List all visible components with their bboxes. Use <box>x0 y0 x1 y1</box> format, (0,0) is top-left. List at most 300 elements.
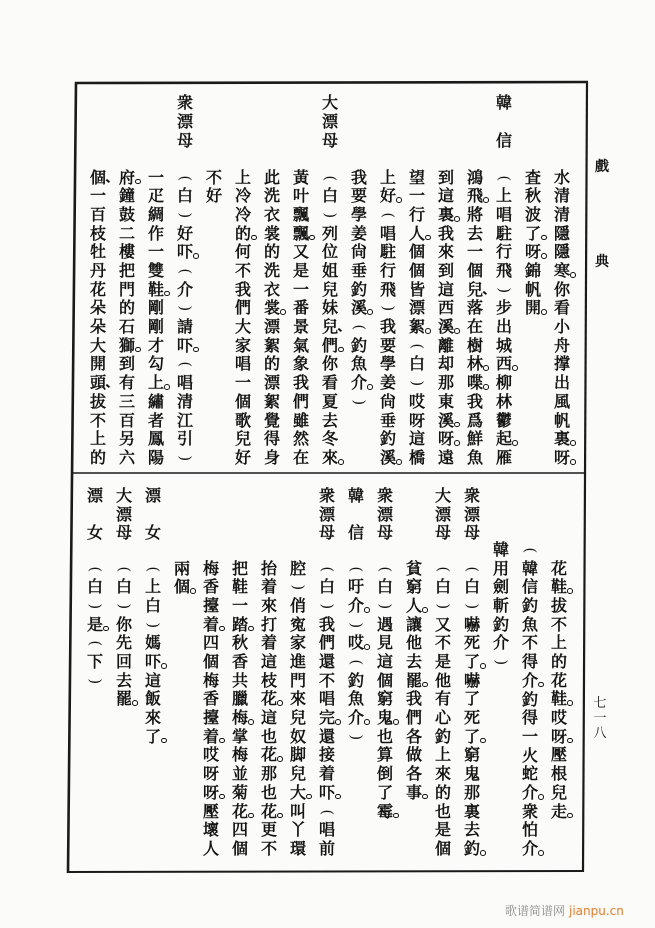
glyph: 介 <box>345 709 367 728</box>
glyph: 韓 <box>495 93 512 112</box>
punctuation-circle-icon <box>567 700 573 706</box>
glyph: 來 <box>437 242 454 262</box>
glyph: 位 <box>321 242 338 262</box>
glyph: 鞋 <box>548 578 570 597</box>
glyph: 釣 <box>461 840 483 859</box>
parenthesis-glyph: ( <box>318 808 337 815</box>
parenthesis-glyph: ( <box>86 566 105 572</box>
glyph: 我 <box>405 689 422 709</box>
punctuation-circle-icon <box>364 607 370 613</box>
glyph: 覺 <box>263 410 280 430</box>
glyph: 得 <box>521 708 538 728</box>
glyph: 兒 <box>319 318 341 337</box>
glyph: 大 <box>321 93 338 112</box>
glyph: 來 <box>289 689 306 709</box>
glyph: 冬 <box>321 429 338 449</box>
glyph: 上 <box>495 186 512 206</box>
glyph: 朵 <box>89 317 106 337</box>
glyph: 鞋 <box>145 281 167 300</box>
punctuation-circle-icon <box>541 253 547 259</box>
glyph: 洗 <box>263 261 280 281</box>
glyph: 這 <box>437 279 454 299</box>
glyph: 兒 <box>550 782 567 802</box>
glyph: 呀 <box>200 784 222 803</box>
parenthesis-glyph: ) <box>86 678 105 684</box>
glyph: 他 <box>434 670 451 690</box>
glyph: 更 <box>260 820 277 840</box>
glyph: 林 <box>495 391 512 411</box>
glyph: 叫 <box>289 801 306 821</box>
parenthesis-glyph: ) <box>379 305 398 312</box>
punctuation-circle-icon <box>280 309 286 315</box>
text-column <box>232 169 254 468</box>
glyph: 家 <box>289 633 306 653</box>
glyph: 府 <box>116 169 138 188</box>
glyph: 罷 <box>113 690 135 709</box>
glyph: 的 <box>89 447 106 467</box>
punctuation-circle-icon <box>309 235 315 241</box>
glyph: 介 <box>519 840 541 859</box>
glyph: 大 <box>89 335 106 355</box>
glyph: 鞋 <box>548 690 570 709</box>
glyph: 魚 <box>466 447 483 467</box>
glyph: 出 <box>553 373 570 393</box>
text-column <box>113 560 135 710</box>
punctuation-circle-icon <box>364 719 370 725</box>
glyph: 了 <box>461 653 483 672</box>
glyph: 獅 <box>116 337 138 356</box>
punctuation-circle-icon <box>135 179 141 185</box>
glyph: 們 <box>405 708 422 728</box>
glyph: 一 <box>89 186 106 206</box>
glyph: 景 <box>292 317 309 337</box>
glyph: 進 <box>289 652 306 672</box>
glyph: 風 <box>553 391 570 411</box>
glyph: 丹 <box>89 261 106 281</box>
glyph: 漂 <box>263 317 280 337</box>
glyph: 家 <box>234 335 251 355</box>
glyph: 朵 <box>89 298 106 318</box>
glyph: 白 <box>376 577 393 597</box>
glyph: 到 <box>437 167 454 187</box>
glyph: 寃 <box>289 614 306 634</box>
punctuation-circle-icon <box>338 459 344 465</box>
glyph: 裳 <box>263 223 280 243</box>
glyph: 裳 <box>261 299 283 318</box>
glyph: 人 <box>406 225 428 244</box>
glyph: 我 <box>292 373 309 393</box>
text-column <box>142 560 164 747</box>
glyph: 唱 <box>318 689 335 709</box>
glyph: 個 <box>231 838 248 858</box>
punctuation-circle-icon <box>483 365 489 371</box>
glyph: 怕 <box>521 820 538 840</box>
parenthesis-glyph: ) <box>176 455 195 462</box>
glyph: 母 <box>434 523 451 542</box>
glyph: 一 <box>408 186 425 206</box>
glyph: 皆 <box>408 279 425 299</box>
glyph: 那 <box>437 373 454 393</box>
glyph: 又 <box>434 614 451 634</box>
glyph: 死 <box>463 708 480 728</box>
glyph: 來 <box>144 708 161 728</box>
glyph: 漂 <box>463 504 480 524</box>
text-column <box>435 169 457 468</box>
glyph: 這 <box>376 652 393 672</box>
glyph: 媽 <box>144 633 161 653</box>
glyph: 學 <box>379 354 396 374</box>
glyph: 牡 <box>89 242 106 262</box>
running-header-char: 戲 <box>595 159 609 175</box>
text-column <box>229 560 251 859</box>
glyph: 爲 <box>466 410 483 430</box>
glyph: 我 <box>379 317 396 337</box>
glyph: 見 <box>376 633 393 653</box>
glyph: 漂 <box>86 486 103 505</box>
parenthesis-glyph: ) <box>408 380 427 387</box>
glyph: 的 <box>434 782 451 802</box>
speaker-label <box>84 487 106 542</box>
glyph: 行 <box>408 204 425 224</box>
glyph: 不 <box>89 410 106 430</box>
punctuation-circle-icon <box>248 626 254 632</box>
glyph: 衣 <box>263 204 280 224</box>
glyph: 溪 <box>435 318 457 337</box>
glyph: 着 <box>260 633 277 653</box>
punctuation-circle-icon <box>538 794 544 800</box>
glyph: 望 <box>408 167 425 187</box>
glyph: 個 <box>408 242 425 262</box>
glyph: 兒 <box>321 279 338 299</box>
parenthesis-glyph: ( <box>115 566 134 572</box>
punctuation-circle-icon <box>193 347 199 353</box>
glyph: 清 <box>553 204 570 224</box>
glyph: 身 <box>263 447 280 467</box>
glyph: 去 <box>115 670 132 690</box>
text-column <box>171 560 193 597</box>
text-column <box>287 560 309 859</box>
glyph: 了 <box>463 689 480 709</box>
speaker-label <box>174 94 196 150</box>
parenthesis-glyph: ) <box>289 584 308 591</box>
glyph: 鮮 <box>466 429 483 449</box>
parenthesis-glyph: ( <box>408 343 427 350</box>
glyph: 溪 <box>348 299 370 318</box>
glyph: 衆 <box>521 801 538 821</box>
parenthesis-glyph: ( <box>521 547 540 554</box>
glyph: 行 <box>379 261 396 281</box>
glyph: 介 <box>519 672 541 691</box>
glyph: 開 <box>522 299 544 318</box>
glyph: 哎 <box>550 708 567 728</box>
glyph: 們 <box>318 633 335 653</box>
glyph: 個 <box>87 169 109 188</box>
punctuation-circle-icon <box>277 756 283 762</box>
glyph: 韓 <box>347 486 364 505</box>
punctuation-circle-icon <box>567 738 573 744</box>
glyph: 西 <box>493 355 515 374</box>
glyph: 梅 <box>229 709 251 728</box>
glyph: 裏 <box>463 801 480 821</box>
glyph: 吓 <box>174 243 196 262</box>
glyph: 共 <box>231 670 248 690</box>
glyph: 也 <box>260 726 277 746</box>
glyph: 去 <box>463 820 480 840</box>
glyph: 唱 <box>234 354 251 374</box>
stage-direction-column <box>490 541 512 672</box>
glyph: 是 <box>84 616 106 635</box>
glyph: 環 <box>289 838 306 858</box>
text-column <box>319 169 341 468</box>
glyph: 好 <box>377 187 399 206</box>
glyph: 白 <box>434 577 451 597</box>
text-column <box>548 560 570 822</box>
glyph: 唱 <box>318 820 335 840</box>
parenthesis-glyph: ) <box>321 212 340 219</box>
glyph: 起 <box>493 430 515 449</box>
glyph: 信 <box>347 523 364 542</box>
glyph: 隱 <box>553 223 570 243</box>
glyph: 斬 <box>492 596 509 616</box>
glyph: 遇 <box>376 614 393 634</box>
text-column <box>261 169 283 468</box>
glyph: 裏 <box>551 430 573 449</box>
parenthesis-glyph: ) <box>463 603 482 610</box>
glyph: 上 <box>434 745 451 765</box>
glyph: 剛 <box>147 298 164 318</box>
glyph: 尙 <box>350 242 367 262</box>
glyph: 那 <box>260 764 277 784</box>
running-header-char: 典 <box>595 254 609 270</box>
glyph: 上 <box>379 167 396 187</box>
glyph: 好 <box>234 447 251 467</box>
glyph: 白 <box>321 186 338 206</box>
glyph: 擡 <box>202 595 219 615</box>
glyph: 的 <box>263 242 280 262</box>
glyph: 鼓 <box>118 204 135 224</box>
text-column <box>374 560 396 822</box>
punctuation-circle-icon <box>193 253 199 259</box>
glyph: 母 <box>463 523 480 542</box>
glyph: 釣 <box>492 614 509 634</box>
glyph: 俏 <box>289 595 306 615</box>
glyph: 母 <box>176 131 193 150</box>
punctuation-circle-icon <box>335 794 341 800</box>
glyph: 呀 <box>202 764 219 784</box>
glyph: 白 <box>176 186 193 206</box>
glyph: 那 <box>463 782 480 802</box>
parenthesis-glyph: ( <box>463 566 482 572</box>
glyph: 走 <box>548 803 570 822</box>
parenthesis-glyph: ( <box>176 361 195 368</box>
glyph: 哎 <box>202 745 219 765</box>
glyph: 疋 <box>147 186 164 206</box>
glyph: 衆 <box>463 486 480 505</box>
glyph: 母 <box>115 523 132 542</box>
glyph: 呀 <box>548 728 570 747</box>
glyph: 三 <box>118 391 135 411</box>
glyph: 百 <box>89 204 106 224</box>
punctuation-circle-icon <box>306 794 312 800</box>
glyph: 舟 <box>553 335 570 355</box>
text-column <box>200 560 222 859</box>
frame-right-rule <box>583 82 587 872</box>
glyph: 衣 <box>263 279 280 299</box>
glyph: 一 <box>147 167 164 187</box>
glyph: 妹 <box>321 298 338 318</box>
glyph: 門 <box>118 279 135 299</box>
glyph: 好 <box>176 223 193 243</box>
glyph: 請 <box>176 317 193 337</box>
glyph: 我 <box>466 391 483 411</box>
glyph: 各 <box>405 726 422 746</box>
text-column <box>203 169 225 206</box>
glyph: 是 <box>434 820 451 840</box>
glyph: 百 <box>118 410 135 430</box>
glyph: 的 <box>263 354 280 374</box>
glyph: 列 <box>321 223 338 243</box>
glyph: 呀 <box>551 449 573 468</box>
glyph: 你 <box>321 354 338 374</box>
glyph: 去 <box>405 652 422 672</box>
speaker-label <box>142 487 164 542</box>
text-column <box>84 560 106 691</box>
glyph: 了 <box>376 782 393 802</box>
punctuation-circle-icon <box>538 682 544 688</box>
glyph: 吓 <box>142 653 164 672</box>
glyph: 霉 <box>374 803 396 822</box>
glyph: 喋 <box>464 374 486 393</box>
glyph: 勾 <box>147 354 164 374</box>
glyph: 漂 <box>263 373 280 393</box>
punctuation-circle-icon <box>425 235 431 241</box>
glyph: 一 <box>466 242 483 262</box>
glyph: 花 <box>258 803 280 822</box>
glyph: 綢 <box>147 204 164 224</box>
glyph: 各 <box>405 764 422 784</box>
punctuation-circle-icon <box>483 197 489 203</box>
punctuation-circle-icon <box>454 422 460 428</box>
glyph: 你 <box>553 279 570 299</box>
glyph: 鴻 <box>466 167 483 187</box>
glyph: 了 <box>142 728 164 747</box>
parenthesis-glyph: ) <box>347 622 366 628</box>
glyph: 唱 <box>176 373 193 393</box>
glyph: 唱 <box>379 223 396 243</box>
punctuation-circle-icon <box>483 384 489 390</box>
glyph: 窮 <box>376 689 393 709</box>
glyph: 番 <box>292 298 309 318</box>
glyph: 門 <box>289 670 306 690</box>
glyph: 花 <box>550 558 567 578</box>
glyph: 我 <box>350 167 367 187</box>
punctuation-circle-icon <box>541 235 547 241</box>
glyph: 冷 <box>234 204 251 224</box>
glyph: 個 <box>434 838 451 858</box>
glyph: 不 <box>434 633 451 653</box>
glyph: 呀 <box>408 410 425 430</box>
speaker-label <box>113 487 135 542</box>
glyph: 然 <box>292 429 309 449</box>
glyph: 何 <box>234 242 251 262</box>
glyph: 上 <box>234 167 251 187</box>
glyph: 學 <box>350 204 367 224</box>
glyph: 大 <box>115 486 132 505</box>
glyph: 却 <box>437 354 454 374</box>
glyph: 枝 <box>260 670 277 690</box>
glyph: 蛇 <box>521 764 538 784</box>
glyph: 清 <box>176 391 193 411</box>
glyph: 打 <box>260 614 277 634</box>
glyph: 鳳 <box>147 429 164 449</box>
glyph: 窮 <box>405 577 422 597</box>
glyph: 落 <box>466 298 483 318</box>
glyph: 撑 <box>553 354 570 374</box>
glyph: 不 <box>550 614 567 634</box>
glyph: 垂 <box>379 410 396 430</box>
glyph: 秋 <box>524 186 541 206</box>
glyph: 唱 <box>495 204 512 224</box>
parenthesis-glyph: ) <box>176 305 195 312</box>
glyph: 這 <box>144 670 161 690</box>
glyph: 西 <box>437 298 454 318</box>
glyph: 來 <box>319 449 341 468</box>
glyph: 冷 <box>234 186 251 206</box>
glyph: 花 <box>258 746 280 765</box>
glyph: 有 <box>118 373 135 393</box>
parenthesis-glyph: ) <box>86 603 105 610</box>
punctuation-circle-icon <box>161 738 167 744</box>
glyph: 個 <box>376 670 393 690</box>
glyph: 漂 <box>408 298 425 318</box>
glyph: 花 <box>550 670 567 690</box>
glyph: 不 <box>205 167 222 187</box>
glyph: 用 <box>492 558 509 578</box>
glyph: 白 <box>115 577 132 597</box>
glyph: 有 <box>434 689 451 709</box>
glyph: 釣 <box>350 335 367 355</box>
punctuation-circle-icon <box>367 309 373 315</box>
glyph: 兒 <box>289 708 306 728</box>
glyph: 歌 <box>234 410 251 430</box>
glyph: 氣 <box>292 335 309 355</box>
glyph: 兩 <box>173 558 190 578</box>
glyph: 算 <box>376 745 393 765</box>
parenthesis-glyph: ) <box>176 212 195 219</box>
glyph: 步 <box>495 298 512 318</box>
parenthesis-glyph: ( <box>434 566 453 572</box>
glyph: 罷 <box>403 672 425 691</box>
punctuation-circle-icon <box>567 813 573 819</box>
text-column <box>522 169 544 319</box>
glyph: 此 <box>263 167 280 187</box>
glyph: 個 <box>408 261 425 281</box>
glyph: 信 <box>521 577 538 597</box>
glyph: 哎 <box>408 391 425 411</box>
glyph: 吓 <box>316 784 338 803</box>
punctuation-circle-icon <box>454 216 460 222</box>
glyph: 上 <box>145 374 167 393</box>
text-column <box>116 169 138 468</box>
punctuation-circle-icon <box>425 328 431 334</box>
punctuation-circle-icon <box>248 813 254 819</box>
speaker-label <box>316 487 338 542</box>
parenthesis-glyph: ( <box>86 640 105 647</box>
glyph: 衆 <box>376 486 393 505</box>
punctuation-circle-icon <box>570 272 576 278</box>
glyph: 韓 <box>492 540 509 559</box>
punctuation-circle-icon <box>164 384 170 390</box>
